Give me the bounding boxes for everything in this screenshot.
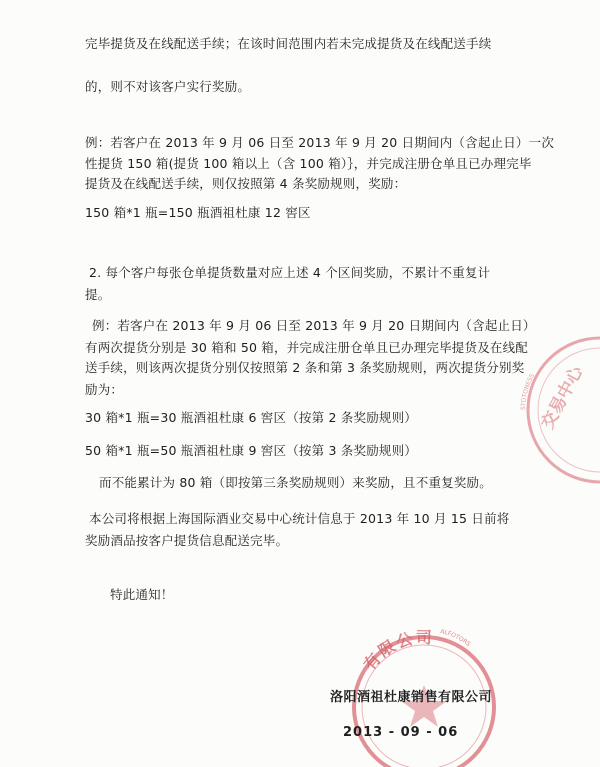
text-line-6: 150 箱*1 瓶=150 瓶酒祖杜康 12 窖区 <box>85 205 311 220</box>
company-seal-text: 有限公司 <box>359 627 435 674</box>
text-line-18: 特此通知！ <box>110 587 174 602</box>
svg-text:STOTONESS <box>520 373 536 411</box>
company-name: 洛阳酒祖杜康销售有限公司 <box>330 690 493 705</box>
svg-text:有限公司 <box>360 628 434 674</box>
text-line-5: 提货及在线配送手续，则仅按照第 4 条奖励规则，奖励： <box>85 176 407 191</box>
document-date: 2013 - 09 - 06 <box>343 725 459 740</box>
text-line-7: 2. 每个客户每张仓单提货数量对应上述 4 个区间奖励，不累计不重复计 <box>89 265 491 280</box>
company-seal-small-text: ALFOTORS <box>439 628 472 649</box>
side-seal-small-text: STOTONESS <box>519 372 537 411</box>
text-line-4: 性提货 150 箱(提货 100 箱以上（含 100 箱）｝，并完成注册仓单且已办理完毕 <box>85 156 532 171</box>
text-line-10: 有两次提货分别是 30 箱和 50 箱，并完成注册仓单且已办理完毕提货及在线配 <box>85 340 529 355</box>
svg-text:ALFOTORS <box>440 628 472 648</box>
text-line-1: 完毕提货及在线配送手续；在该时间范围内若未完成提货及在线配送手续 <box>85 36 492 51</box>
text-line-2: 的，则不对该客户实行奖励。 <box>85 79 251 94</box>
text-line-16: 本公司将根据上海国际酒业交易中心统计信息于 2013 年 10 月 15 日前将 <box>89 511 510 526</box>
text-line-11: 送手续，则该两次提货分别仅按照第 2 条和第 3 条奖励规则，两次提货分别奖 <box>85 360 525 375</box>
text-line-13: 30 箱*1 瓶=30 瓶酒祖杜康 6 窖区（按第 2 条奖励规则） <box>85 410 418 425</box>
text-line-9: 例：若客户在 2013 年 9 月 06 日至 2013 年 9 月 20 日期间内（含起止日） <box>92 318 536 333</box>
side-seal-text: 交易中心 <box>537 362 588 433</box>
text-line-17: 奖励酒品按客户提货信息配送完毕。 <box>85 533 289 548</box>
text-line-8: 提。 <box>85 287 111 302</box>
text-line-14: 50 箱*1 瓶=50 瓶酒祖杜康 9 窖区（按第 3 条奖励规则） <box>85 443 418 458</box>
text-line-15: 而不能累计为 80 箱（即按第三条奖励规则）来奖励，且不重复奖励。 <box>99 475 492 490</box>
text-line-12: 励为： <box>85 382 124 397</box>
text-line-3: 例：若客户在 2013 年 9 月 06 日至 2013 年 9 月 20 日期间内（含起止日）一次 <box>85 135 555 150</box>
